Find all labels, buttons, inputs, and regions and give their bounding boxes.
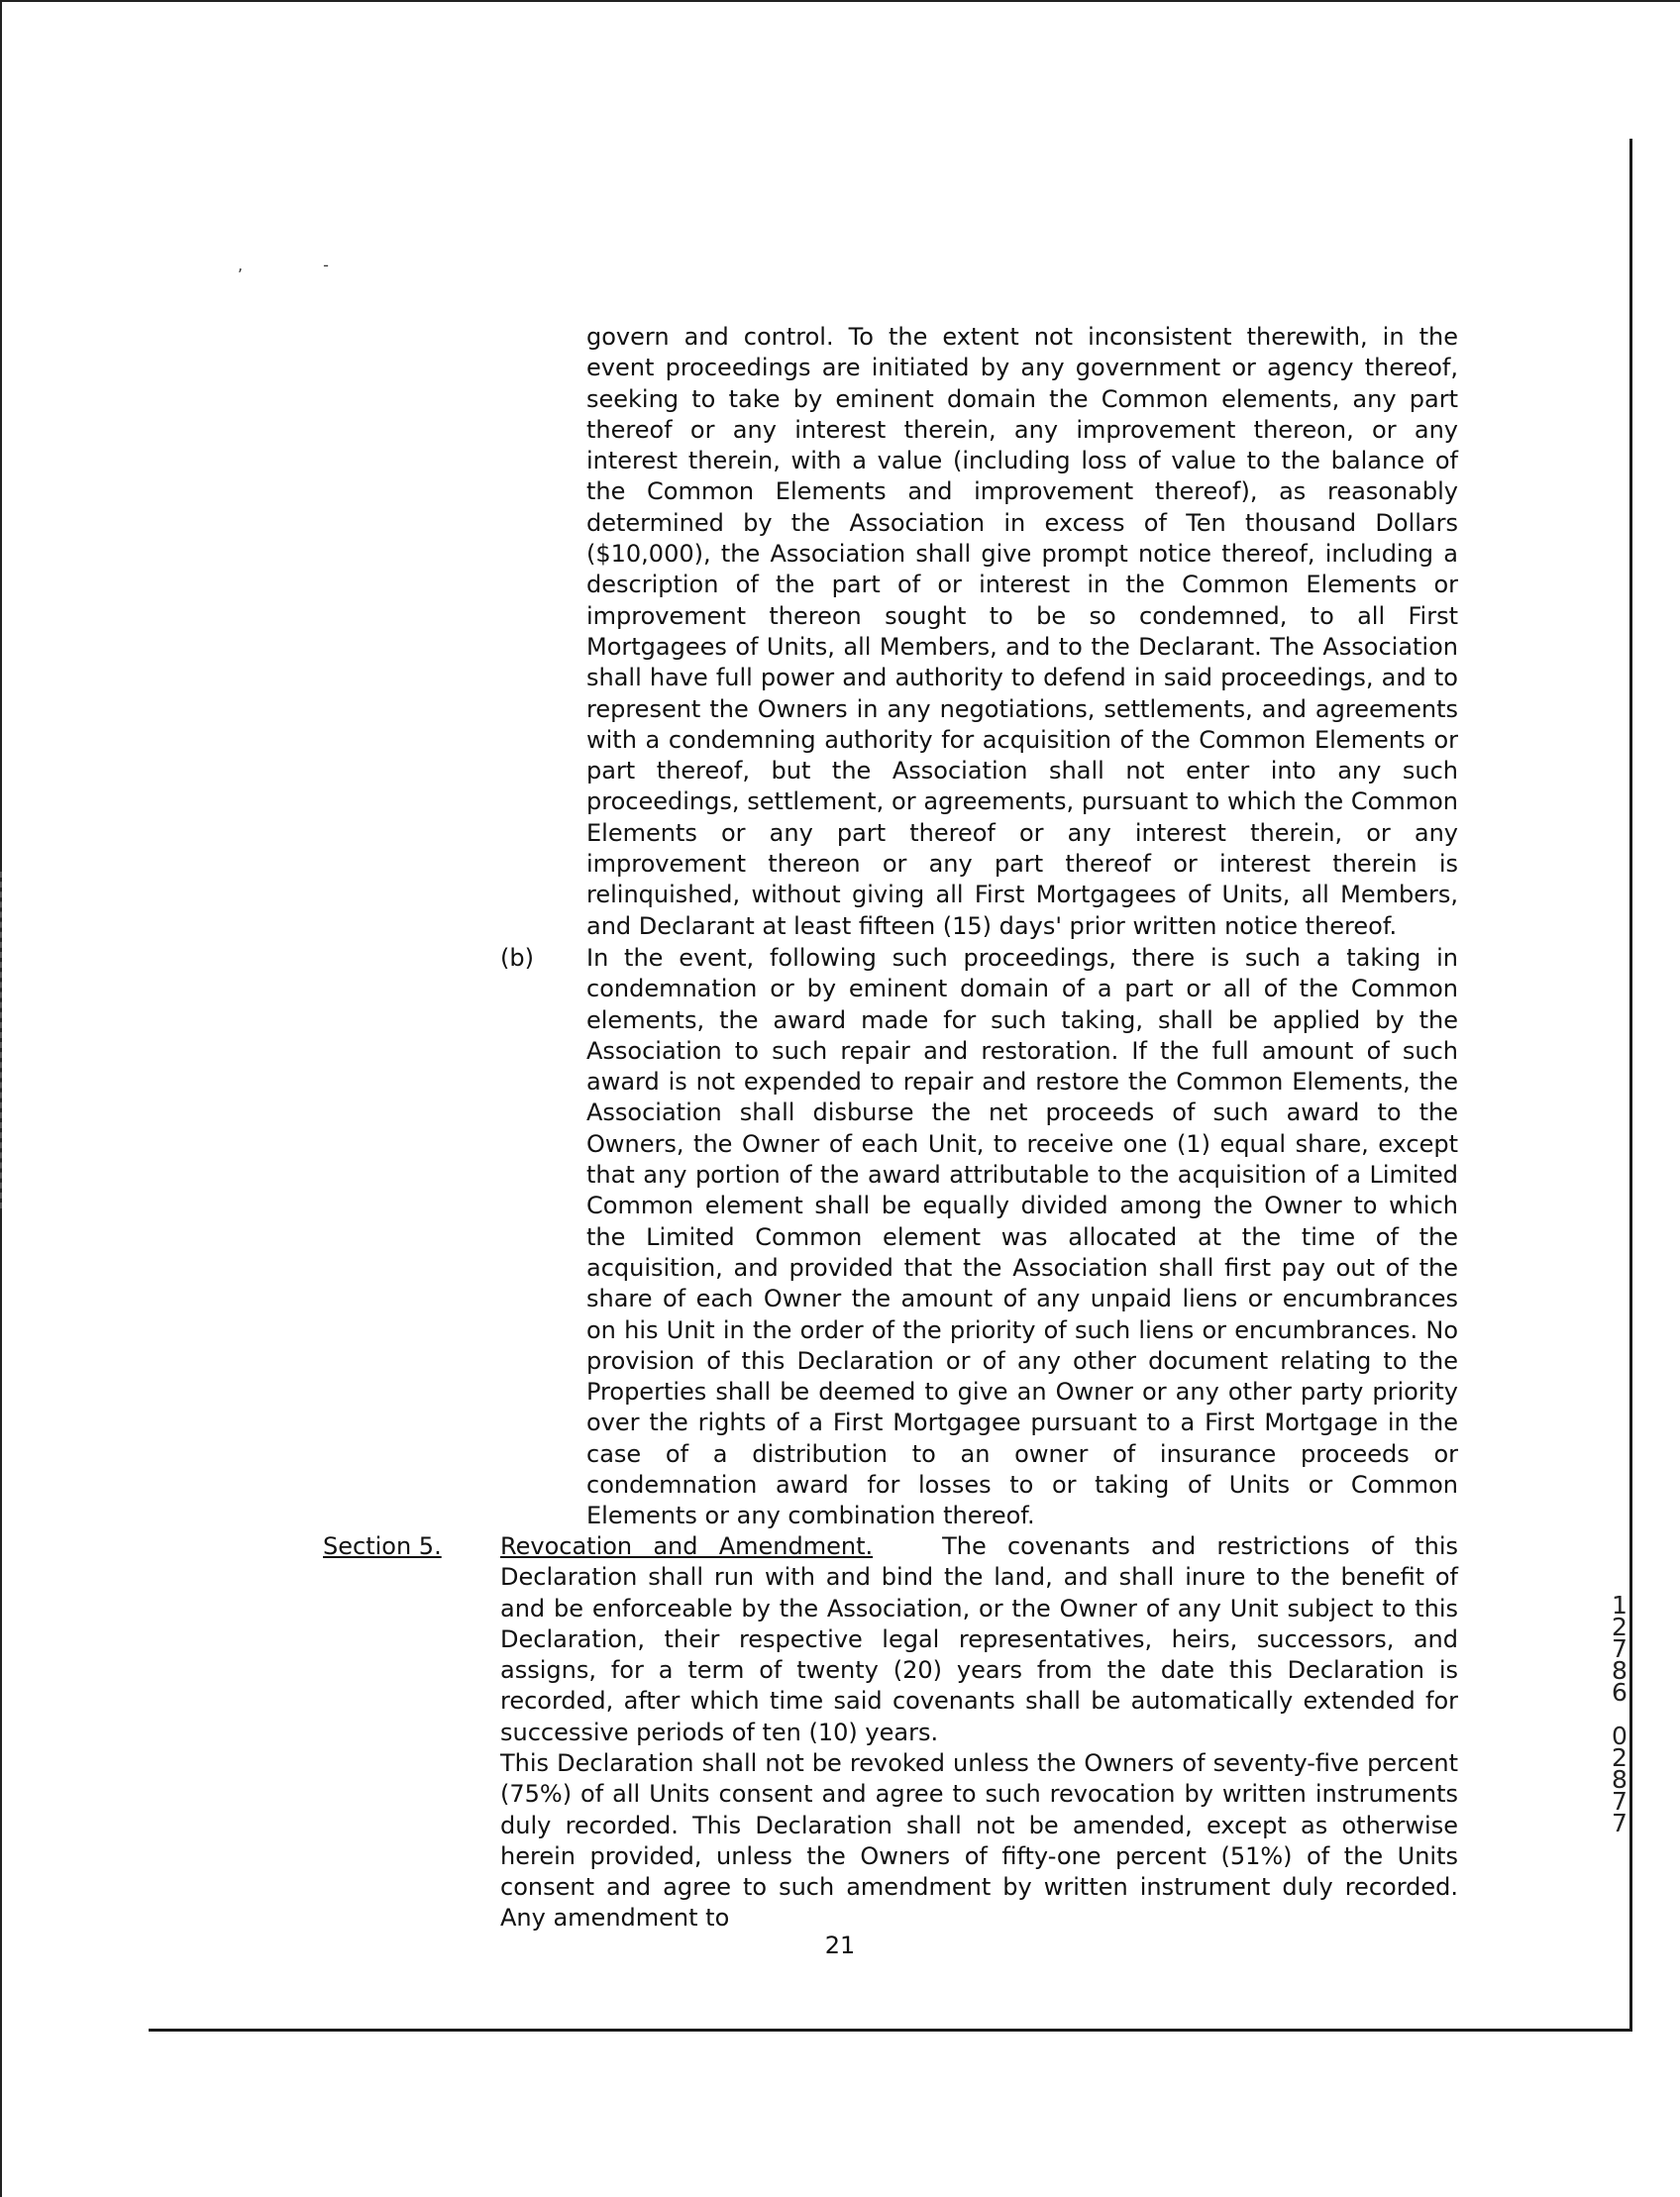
- recording-digit: 8: [1612, 1765, 1628, 1794]
- section-5-paragraph-1: [500, 1531, 1458, 1748]
- subsection-b-text: In the event, following such proceedings, there is such a taking in condemnation or by eminent domain of a part or all of the Common elements, the award made for such taking, shall be applied by the Association to such repair and restoration. If the full amount of such award is not expended to repair and restore the Common Elements, the Association shall disburse the net proceeds of such award to the Owners, the Owner of each Unit, to receive one (1) equal share, except that any portion of the award attributable to the acquisition of a Limited Common element shall be equally divided among the Owner to which the Limited Common element was allocated at the time of the acquisition, and provided that the Association shall first pay out of the share of each Owner the amount of any unpaid liens or encumbrances on his Unit in the order of the priority of such liens or encumbrances. No provision of this Declaration or of any other document relating to the Properties shall be deemed to give an Owner or any other party priority over the rights of a First Mortgagee pursuant to a First Mortgage in the case of a distribution to an owner of insurance proceeds or condemnation award for losses to or taking of Units or Common Elements or any combination thereof.: [586, 944, 1458, 1530]
- subsection-b-marker: (b): [500, 944, 534, 972]
- recording-digit: 7: [1612, 1787, 1628, 1816]
- section-5-label: Section 5.: [323, 1532, 442, 1560]
- recording-digit: 2: [1612, 1613, 1628, 1641]
- scan-specks: , -: [238, 256, 367, 274]
- bottom-margin-rule: [149, 2029, 1632, 2032]
- recording-digit: 1: [1612, 1591, 1628, 1620]
- section-5-heading: Revocation and Amendment.: [500, 1532, 874, 1560]
- recording-digit: 2: [1612, 1743, 1628, 1772]
- left-margin-scan-marks: [0, 872, 5, 1208]
- page-frame-top: [0, 0, 1680, 2]
- section-5-paragraph-2: This Declaration shall not be revoked unless the Owners of seventy-five percent (75%) of all Units consent and agree to such revocation by written instruments duly recorded. This Declaration shall not be amended, except as otherwise herein provided, unless the Owners of fifty-one percent (51%) of the Units consent and agree to such amendment by written instrument duly recorded. Any amendment to: [500, 1749, 1458, 1933]
- page-number: 21: [824, 1932, 856, 1959]
- section-5-text-1: The covenants and restrictions of this Declaration shall run with and bind the land, and shall inure to the benefit of and be enforceable by the Association, or the Owner of any Unit subject to this Declaration, their respective legal representatives, heirs, successors, and assigns, for a term of twenty (20) years from the date this Declaration is recorded, after which time said covenants shall be automatically extended for successive periods of ten (10) years.: [500, 1532, 1458, 1746]
- recording-digit: 7: [1612, 1809, 1628, 1837]
- continued-paragraph: govern and control. To the extent not inconsistent therewith, in the event proceedings are initiated by any government or agency thereof, seeking to take by eminent domain the Common elements, any part thereof or any interest therein, any improvement thereon, or any interest therein, with a value (including loss of value to the balance of the Common Elements and improvement thereof), as reasonably determined by the Association in excess of Ten thousand Dollars ($10,000), the Association shall give prompt notice thereof, including a description of the part of or interest in the Common Elements or improvement thereon sought to be so condemned, to all First Mortgagees of Units, all Members, and to the Declarant. The Association shall have full power and authority to defend in said proceedings, and to represent the Owners in any negotiations, settlements, and agreements with a condemning authority for acquisition of the Common Elements or part thereof, but the Association shall not enter into any such proceedings, settlement, or agreements, pursuant to which the Common Elements or any part thereof or any interest therein, or any improvement thereon or any part thereof or interest therein is relinquished, without giving all First Mortgagees of Units, all Members, and Declarant at least fifteen (15) days' prior written notice thereof.: [586, 323, 1458, 940]
- recording-digit: 0: [1612, 1722, 1628, 1750]
- margin-recording-number: [1605, 1591, 1634, 1837]
- recording-digit: 8: [1612, 1656, 1628, 1685]
- recording-digit: 7: [1612, 1634, 1628, 1663]
- recording-digit: 6: [1612, 1678, 1628, 1707]
